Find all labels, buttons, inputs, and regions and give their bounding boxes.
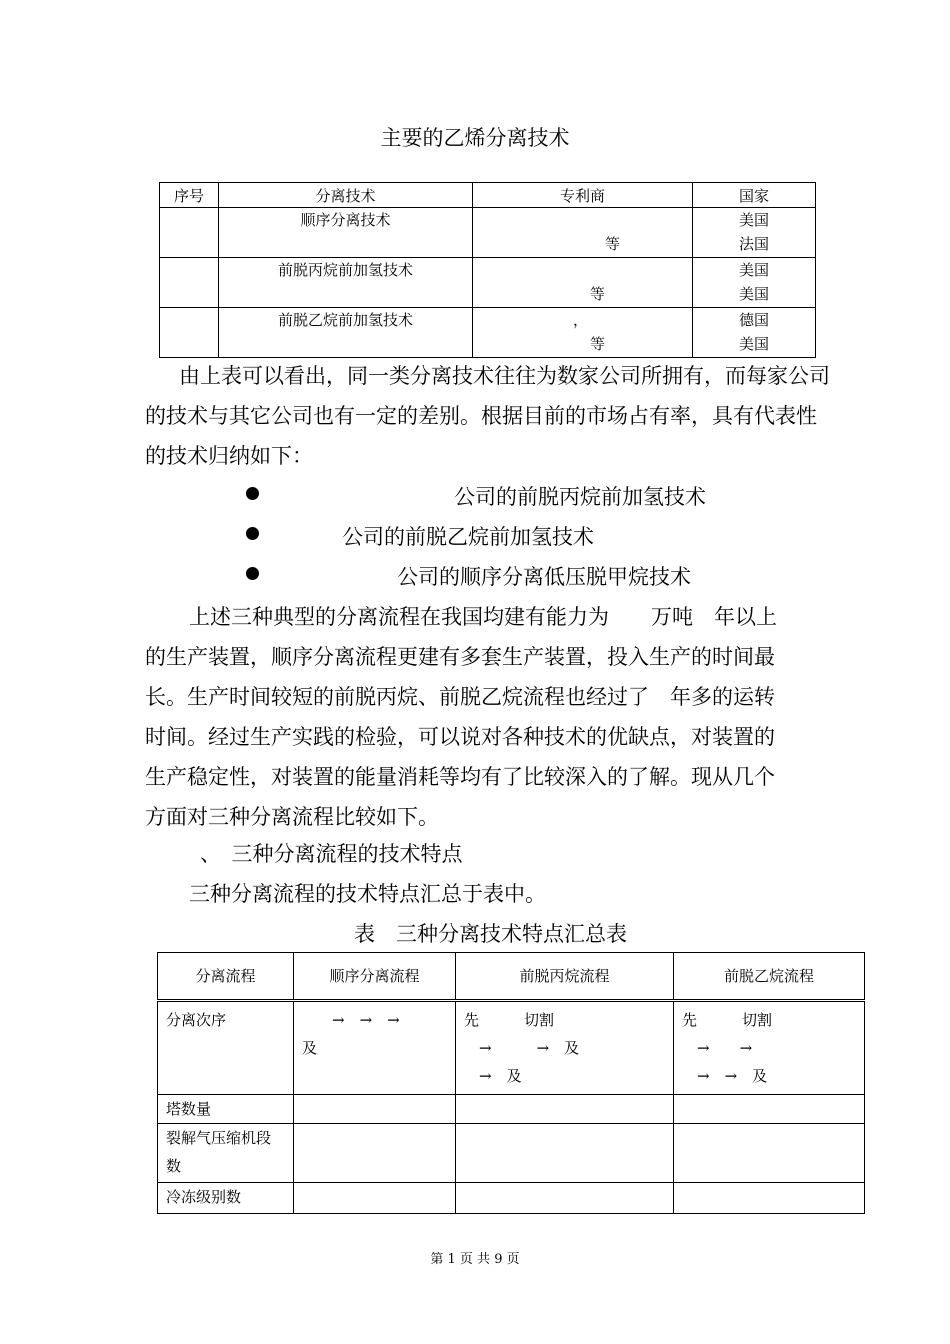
bullet-item	[246, 561, 691, 589]
col-seq: 序号	[160, 183, 219, 208]
table-row	[160, 258, 816, 308]
table-row	[160, 208, 816, 258]
table-row	[158, 1095, 865, 1124]
features-table	[157, 952, 865, 1214]
col-flow: 分离流程	[158, 953, 294, 1001]
cell-line: → →	[682, 1039, 753, 1057]
bullet-text: 公司的前脱丙烷前加氢技术	[454, 485, 706, 509]
cell-line: → → 及	[464, 1039, 580, 1057]
paragraph-line: 生产稳定性，对装置的能量消耗等均有了比较深入的了解。现从几个	[145, 765, 775, 789]
country-line: 美国	[738, 261, 769, 279]
patent-line: ，	[573, 311, 589, 329]
col-deethanizer: 前脱乙烷流程	[674, 953, 865, 1001]
col-country: 国家	[693, 183, 816, 208]
country-line: 法国	[738, 235, 769, 253]
cell-line: → → →	[302, 1011, 400, 1029]
table-row	[160, 308, 816, 358]
page-footer: 第 1 页 共 9 页	[430, 1252, 520, 1267]
page-title: 主要的乙烯分离技术	[380, 126, 570, 150]
country-line: 美国	[738, 211, 769, 229]
tech-cell: 顺序分离技术	[300, 211, 391, 229]
cell-line: → 及	[464, 1067, 522, 1085]
bullet-dot-icon	[246, 487, 259, 500]
bullet-item	[246, 481, 706, 509]
col-sequential: 顺序分离流程	[294, 953, 456, 1001]
country-line: 美国	[738, 285, 769, 303]
tech-cell: 前脱丙烷前加氢技术	[277, 261, 413, 279]
paragraph-line: 的生产装置，顺序分离流程更建有多套生产装置，投入生产的时间最	[145, 645, 775, 669]
bullet-dot-icon	[246, 567, 259, 580]
table-row	[158, 1001, 865, 1095]
country-line: 美国	[738, 335, 769, 353]
cell-line: 先 切割	[682, 1011, 773, 1029]
paragraph-3: 三种分离流程的技术特点汇总于表中。	[189, 882, 546, 906]
col-patent: 专利商	[473, 183, 693, 208]
paragraph-line: 时间。经过生产实践的检验，可以说对各种技术的优缺点，对装置的	[145, 725, 775, 749]
country-line: 德国	[738, 311, 769, 329]
bullet-item	[246, 521, 594, 549]
row-label: 裂解气压缩机段数	[158, 1124, 294, 1183]
paragraph-2	[145, 597, 777, 837]
patent-line: 等	[589, 335, 605, 353]
paragraph-1: 由上表可以看出，同一类分离技术往往为数家公司所拥有，而每家公司的技术与其它公司也有一定的差别。根据目前的市场占有率，具有代表性的技术归纳如下：	[145, 364, 830, 468]
table-row	[158, 1183, 865, 1214]
table-caption: 表 三种分离技术特点汇总表	[354, 922, 627, 946]
seq-cell	[160, 208, 219, 258]
seq-cell	[160, 258, 219, 308]
patent-line: 等	[604, 235, 620, 253]
bullet-text: 公司的前脱乙烷前加氢技术	[342, 525, 594, 549]
tech-cell: 前脱乙烷前加氢技术	[277, 311, 413, 329]
paragraph-line: 长。生产时间较短的前脱丙烷、前脱乙烷流程也经过了 年多的运转	[145, 685, 775, 709]
paragraph-line: 上述三种典型的分离流程在我国均建有能力为 万吨 年以上	[189, 605, 777, 629]
cell-line: → → 及	[682, 1067, 768, 1085]
row-label: 分离次序	[158, 1001, 294, 1095]
col-depropanizer: 前脱丙烷流程	[456, 953, 674, 1001]
section-heading: 、 三种分离流程的技术特点	[200, 842, 463, 866]
cell-line: 先 切割	[464, 1011, 555, 1029]
paragraph-line: 方面对三种分离流程比较如下。	[145, 805, 439, 829]
cell-line: 及	[302, 1039, 318, 1057]
table-row	[158, 1124, 865, 1183]
bullet-text: 公司的顺序分离低压脱甲烷技术	[397, 565, 691, 589]
bullet-dot-icon	[246, 527, 259, 540]
patent-line: 等	[589, 285, 605, 303]
row-label: 塔数量	[158, 1095, 294, 1124]
seq-cell	[160, 308, 219, 358]
separation-tech-table	[159, 182, 816, 358]
row-label: 冷冻级别数	[158, 1183, 294, 1214]
col-tech: 分离技术	[219, 183, 473, 208]
